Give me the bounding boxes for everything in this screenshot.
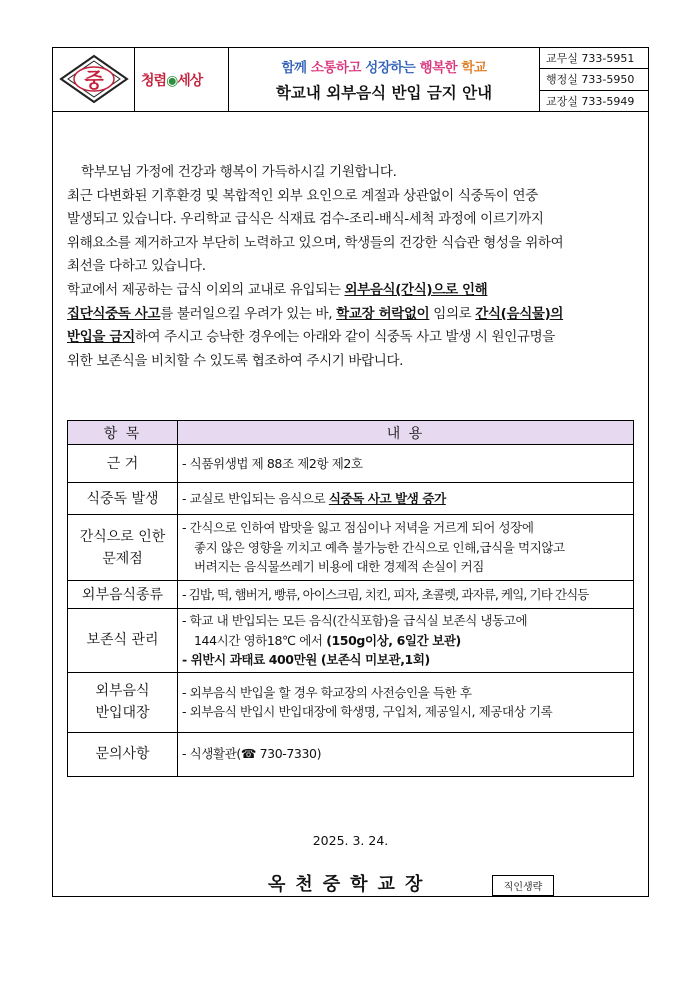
table-row-problems (68, 515, 634, 581)
row-value: - 식생활관(☎ 730-7330) (178, 732, 634, 776)
row-label: 외부음식종류 (68, 581, 178, 609)
integrity-logo (135, 48, 229, 111)
title-block (229, 48, 540, 111)
row-label: 보존식 관리 (68, 609, 178, 673)
row-label: 문의사항 (68, 732, 178, 776)
info-table (67, 420, 634, 777)
letter-line: 최근 다변화된 기후환경 및 복합적인 외부 요인으로 계절과 상관없이 식중독이 연중 (67, 187, 538, 204)
school-principal: 옥천중학교장 (268, 874, 433, 895)
seal-omitted-stamp: 직인생략 (492, 875, 554, 896)
table-row-preservation (68, 609, 634, 673)
phone-directory (540, 48, 648, 111)
row-value: - 외부음식 반입을 할 경우 학교장의 사전승인을 득한 후 - 외부음식 반입시 반입대장에 학생명, 구입처, 제공일시, 제공대상 기록 (178, 672, 634, 732)
phone-principal-office: 교장실 733-5949 (546, 94, 635, 108)
letter-line: 위해요소를 제거하고자 부단히 노력하고 있으며, 학생들의 건강한 식습관 형성을 위하여 (67, 234, 564, 251)
school-slogan: 함께 소통하고 성장하는 행복한 학교 (281, 60, 487, 76)
letter-line: 학부모님 가정에 건강과 행복이 가득하시길 기원합니다. (81, 164, 397, 180)
document-header (53, 48, 648, 112)
row-value: - 학교 내 반입되는 모든 음식(간식포함)을 급식실 보존식 냉동고에 144시간 영하18℃ 에서 (150g이상, 6일간 보관) - 위반시 과태료 400만원 (보존식 미보관,1회) (178, 609, 634, 673)
notice-letter (67, 161, 642, 373)
page-title: 학교내 외부음식 반입 금지 안내 (275, 84, 493, 102)
issue-date: 2025. 3. 24. (312, 833, 389, 848)
phone-admin-office: 행정실 733-5950 (540, 69, 648, 90)
integrity-logo-text: 청렴◉세상 (141, 73, 203, 89)
row-label: 간식으로 인한 문제점 (68, 515, 178, 581)
school-emblem-icon (53, 48, 135, 111)
letter-line: 학교에서 제공하는 급식 이외의 교내로 유입되는 외부음식(간식)으로 인해 (67, 281, 488, 298)
letter-line: 최선을 다하고 있습니다. (67, 258, 206, 275)
letter-line: 반입을 금지하여 주시고 승낙한 경우에는 아래와 같이 식중독 사고 발생 시 원인규명을 (67, 329, 555, 346)
table-row-outbreak (68, 483, 634, 515)
column-header-content: 내 용 (178, 421, 634, 445)
row-value: - 김밥, 떡, 햄버거, 빵류, 아이스크림, 치킨, 피자, 초콜렛, 과자류, 케잌, 기타 간식등 (178, 581, 634, 609)
table-row-log (68, 672, 634, 732)
letter-line: 발생되고 있습니다. 우리학교 급식은 식재료 검수-조리-배식-세척 과정에 이르기까지 (67, 211, 544, 228)
phone-academic-office: 교무실 733-5951 (540, 48, 648, 69)
row-value: - 교실로 반입되는 음식으로 식중독 사고 발생 증가 (178, 483, 634, 515)
row-label: 식중독 발생 (68, 483, 178, 515)
letter-line: 집단식중독 사고를 불러일으킬 우려가 있는 바, 학교장 허락없이 임의로 간식(음식물)의 (67, 305, 564, 322)
row-label: 외부음식 반입대장 (68, 672, 178, 732)
row-value: - 간식으로 인하여 밥맛을 잃고 점심이나 저녁을 거르게 되어 성장에 좋지 않은 영향을 끼치고 예측 불가능한 간식으로 인해,급식을 먹지않고 버려지는 음식물쓰레기 비용에 대한 경제적 손실이 커짐 (178, 515, 634, 581)
letter-line: 위한 보존식을 비치할 수 있도록 협조하여 주시기 바랍니다. (67, 352, 404, 369)
table-row-food-types (68, 581, 634, 609)
row-value: - 식품위생법 제 88조 제2항 제2호 (178, 445, 634, 483)
row-label: 근 거 (68, 445, 178, 483)
table-row-basis (68, 445, 634, 483)
globe-icon: ◉ (166, 73, 178, 89)
svg-text:중: 중 (84, 68, 104, 92)
column-header-item: 항 목 (68, 421, 178, 445)
document-frame (52, 47, 649, 897)
school-logo (53, 48, 135, 111)
table-header-row (68, 421, 634, 445)
table-row-contact (68, 732, 634, 776)
